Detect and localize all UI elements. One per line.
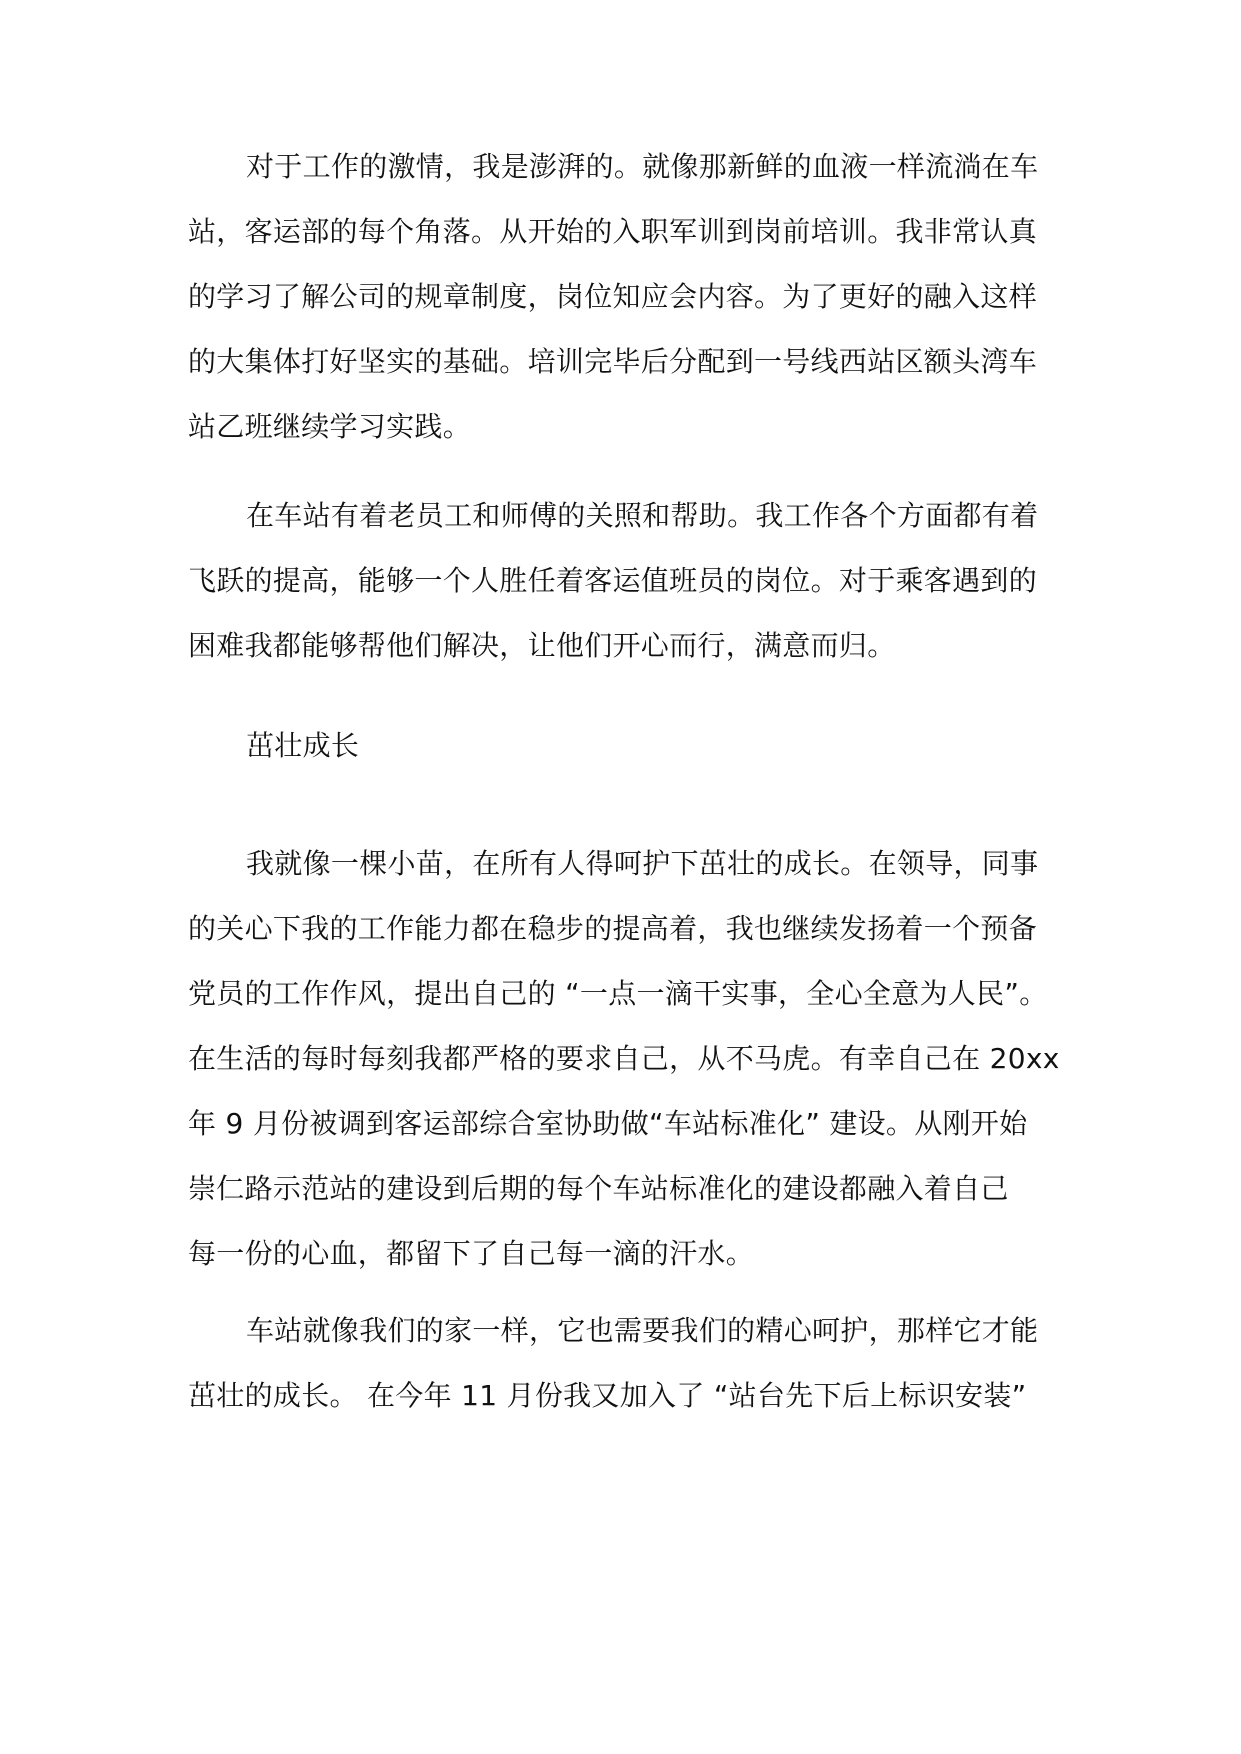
text-line: 我就像一棵小苗，在所有人得呵护下茁壮的成长。在领导，同事 [246,847,1039,880]
paragraph-work-passion [188,134,1058,459]
text-line: 站乙班继续学习实践。 [188,410,472,443]
text-line: 困难我都能够帮他们解决，让他们开心而行，满意而归。 [188,629,896,662]
paragraph-station-home [188,1298,1058,1428]
heading-text: 茁壮成长 [246,729,360,762]
text-line: 车站就像我们的家一样，它也需要我们的精心呵护，那样它才能 [246,1314,1039,1347]
text-line: 对于工作的激情，我是澎湃的。就像那新鲜的血液一样流淌在车 [246,150,1039,183]
text-line: 飞跃的提高，能够一个人胜任着客运值班员的岗位。对于乘客遇到的 [188,564,1038,597]
text-line: 茁壮的成长。 在今年 11 月份我又加入了 “站台先下后上标识安装” [188,1379,1027,1412]
text-line: 的学习了解公司的规章制度，岗位知应会内容。为了更好的融入这样 [188,280,1038,313]
paragraph-growth [188,831,1058,1286]
section-heading [188,713,1058,778]
paragraph-station-help [188,483,1058,678]
text-line: 崇仁路示范站的建设到后期的每个车站标准化的建设都融入着自己 [188,1172,1009,1205]
text-line: 在车站有着老员工和师傅的关照和帮助。我工作各个方面都有着 [246,499,1039,532]
text-line: 的关心下我的工作能力都在稳步的提高着，我也继续发扬着一个预备 [188,912,1038,945]
text-line: 在生活的每时每刻我都严格的要求自己，从不马虎。有幸自己在 20xx [188,1042,1060,1075]
text-line: 每一份的心血，都留下了自己每一滴的汗水。 [188,1237,755,1270]
text-line: 站，客运部的每个角落。从开始的入职军训到岗前培训。我非常认真 [188,215,1038,248]
text-line: 党员的工作作风，提出自己的 “一点一滴干实事，全心全意为人民”。 [188,977,1048,1010]
text-line: 年 9 月份被调到客运部综合室协助做“车站标准化” 建设。从刚开始 [188,1107,1028,1140]
text-line: 的大集体打好坚实的基础。培训完毕后分配到一号线西站区额头湾车 [188,345,1038,378]
